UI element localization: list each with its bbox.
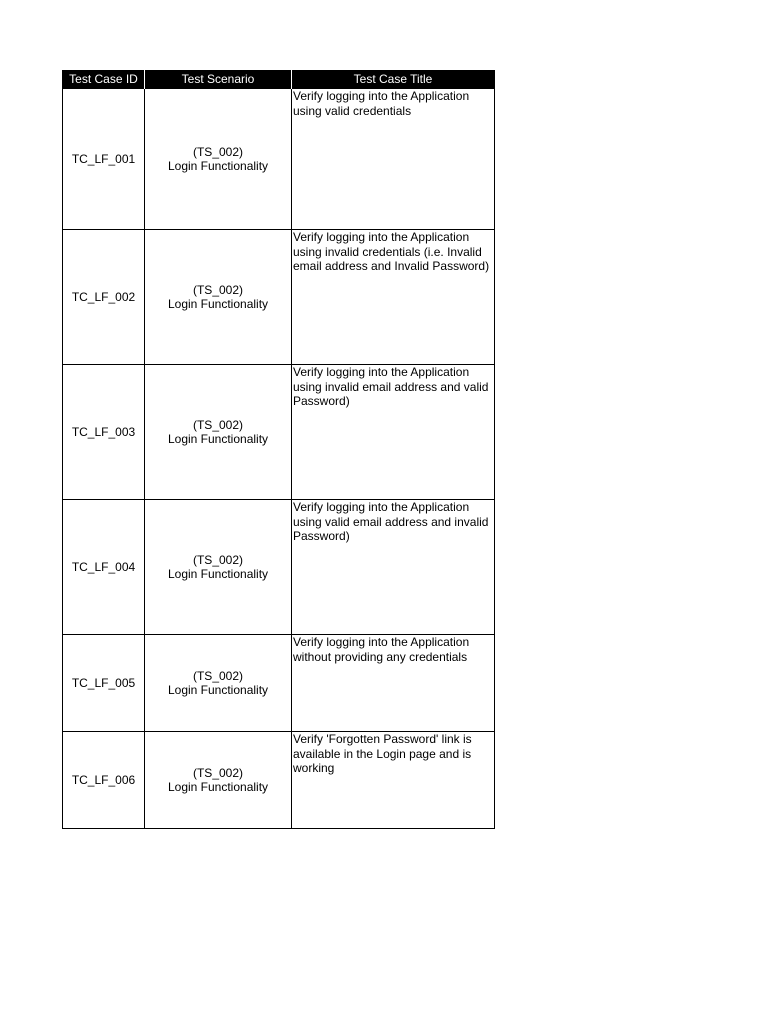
test-case-title-cell: Verify logging into the Application using invalid email address and valid Password) xyxy=(292,365,495,500)
scenario-name: Login Functionality xyxy=(167,683,269,697)
header-test-scenario: Test Scenario xyxy=(145,70,292,89)
test-case-id-cell: TC_LF_001 xyxy=(63,89,145,230)
scenario-name: Login Functionality xyxy=(167,159,269,173)
table-row xyxy=(63,230,495,365)
test-case-title-cell: Verify logging into the Application using valid credentials xyxy=(292,89,495,230)
test-case-title-cell: Verify logging into the Application using invalid credentials (i.e. Invalid email address and Invalid Password) xyxy=(292,230,495,365)
test-case-title-cell: Verify 'Forgotten Password' link is available in the Login page and is working xyxy=(292,732,495,829)
table-row xyxy=(63,500,495,635)
scenario-code: (TS_002) xyxy=(192,765,244,780)
table-row xyxy=(63,89,495,230)
scenario-code: (TS_002) xyxy=(192,552,244,567)
test-case-table xyxy=(62,70,495,829)
test-scenario-cell xyxy=(145,500,292,635)
scenario-code: (TS_002) xyxy=(192,144,244,159)
test-case-title-cell: Verify logging into the Application without providing any credentials xyxy=(292,635,495,732)
scenario-name: Login Functionality xyxy=(167,432,269,446)
scenario-code: (TS_002) xyxy=(192,282,244,297)
test-scenario-cell xyxy=(145,365,292,500)
scenario-code: (TS_002) xyxy=(192,668,244,683)
test-scenario-cell xyxy=(145,635,292,732)
test-case-id-cell: TC_LF_003 xyxy=(63,365,145,500)
header-test-case-id: Test Case ID xyxy=(63,70,145,89)
scenario-name: Login Functionality xyxy=(167,297,269,311)
test-scenario-cell xyxy=(145,230,292,365)
table-row xyxy=(63,732,495,829)
test-case-title-cell: Verify logging into the Application using valid email address and invalid Password) xyxy=(292,500,495,635)
test-case-id-cell: TC_LF_005 xyxy=(63,635,145,732)
test-case-id-cell: TC_LF_002 xyxy=(63,230,145,365)
test-case-id-cell: TC_LF_004 xyxy=(63,500,145,635)
test-case-sheet xyxy=(62,70,494,829)
table-row xyxy=(63,365,495,500)
header-row xyxy=(63,70,495,89)
table-row xyxy=(63,635,495,732)
scenario-name: Login Functionality xyxy=(167,780,269,794)
test-scenario-cell xyxy=(145,732,292,829)
scenario-name: Login Functionality xyxy=(167,567,269,581)
test-scenario-cell xyxy=(145,89,292,230)
scenario-code: (TS_002) xyxy=(192,417,244,432)
header-test-case-title: Test Case Title xyxy=(292,70,495,89)
test-case-id-cell: TC_LF_006 xyxy=(63,732,145,829)
